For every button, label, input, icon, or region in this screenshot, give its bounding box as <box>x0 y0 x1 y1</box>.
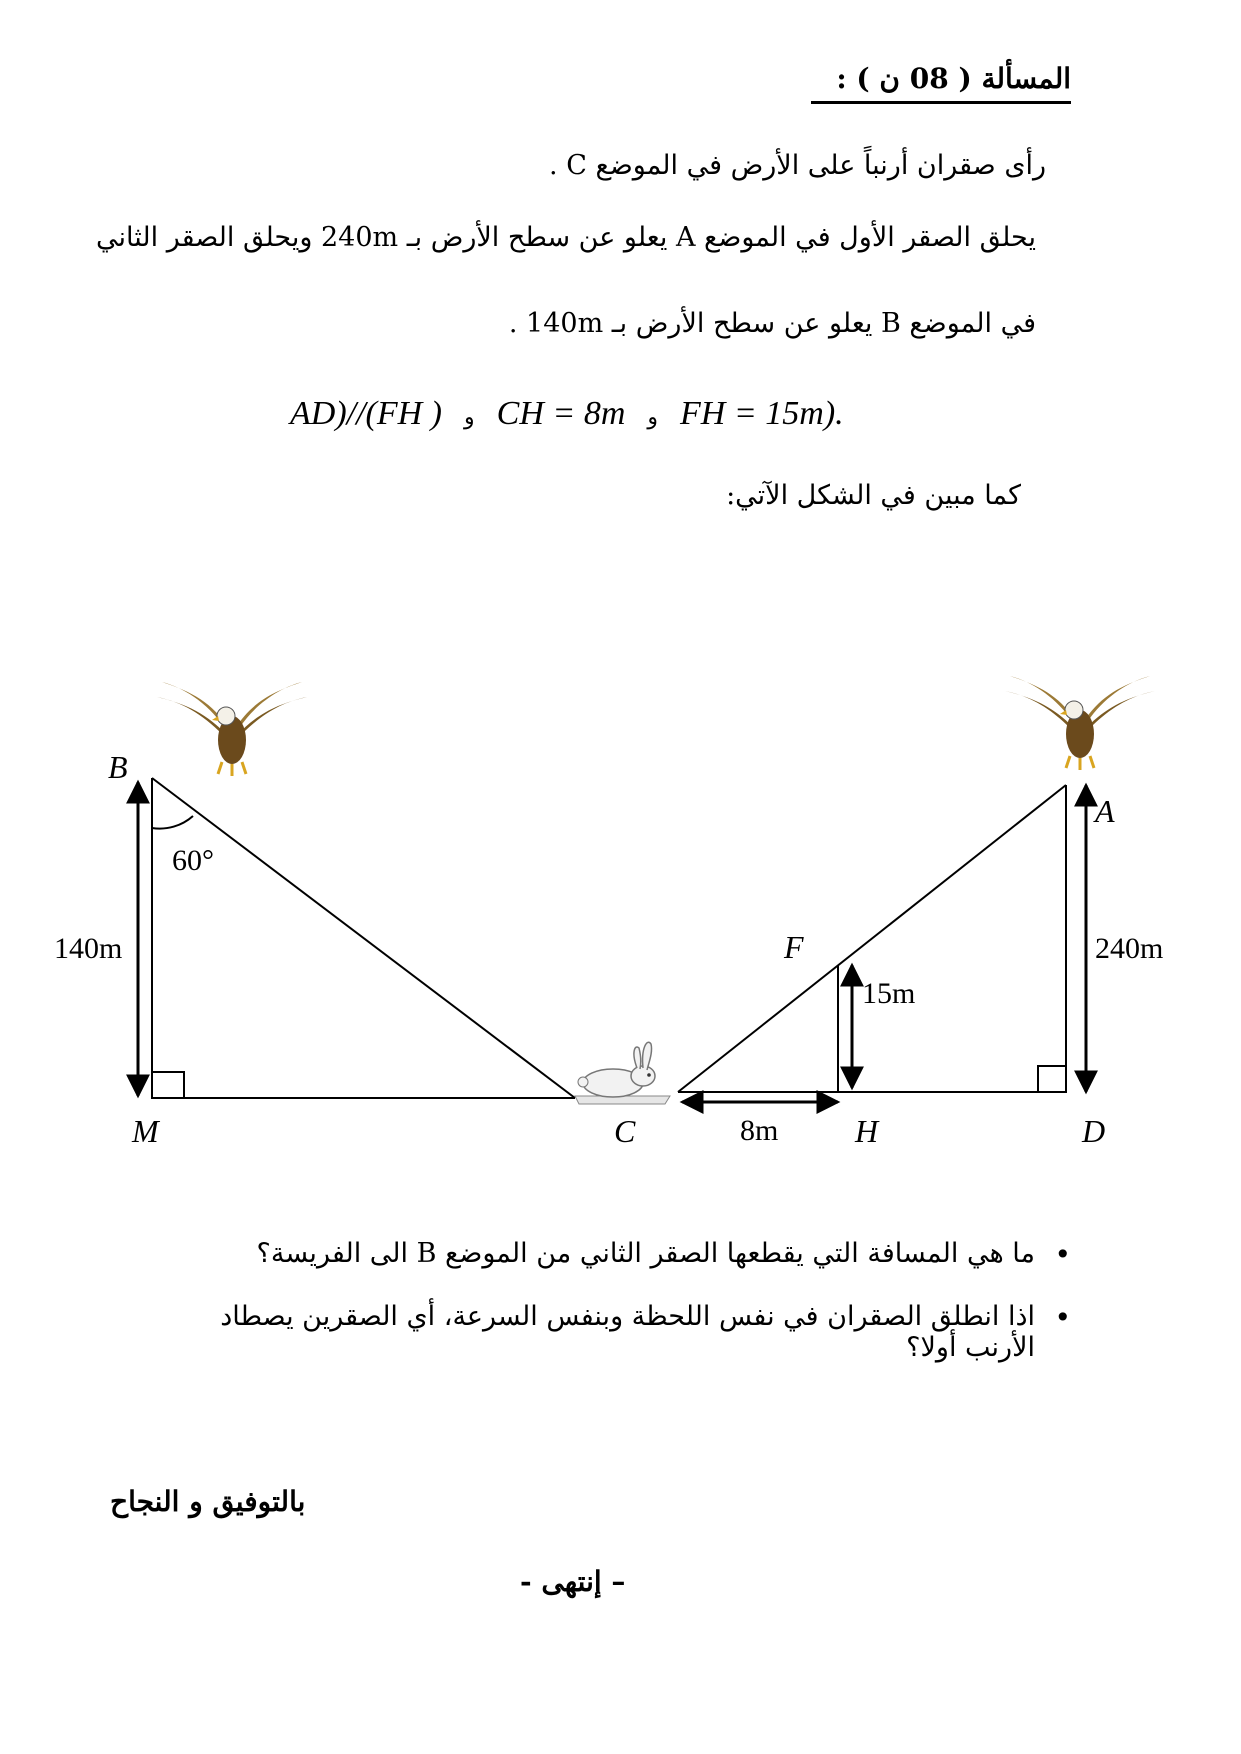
rabbit-icon <box>575 1042 670 1104</box>
label-point-m: M <box>132 1113 159 1149</box>
problem-line-3: في الموضع B يعلو عن سطح الأرض بـ 140m . <box>508 308 1036 339</box>
label-point-d: D <box>1082 1113 1106 1149</box>
right-angle-m <box>152 1072 184 1098</box>
questions-list <box>171 1238 1071 1395</box>
question-1: • ما هي المسافة التي يقطعها الصقر الثاني من الموضع B الى الفريسة؟ <box>171 1238 1071 1269</box>
separator: و <box>464 404 475 429</box>
given-ch: CH = 8m <box>496 395 626 432</box>
given-fh: FH = 15m). <box>680 395 844 432</box>
segment-ca <box>678 785 1066 1092</box>
eagle-icon <box>1005 676 1155 770</box>
label-ch: 8m <box>740 1114 779 1147</box>
label-height-b: 140m <box>54 932 123 965</box>
label-point-h: H <box>855 1113 879 1149</box>
problem-line-5: كما مبين في الشكل الآتي: <box>726 480 1021 511</box>
closing-text: بالتوفيق و النجاح <box>110 1485 306 1518</box>
angle-arc-b <box>152 816 193 829</box>
label-point-f: F <box>784 929 804 965</box>
eagle-icon <box>157 682 307 776</box>
end-text: – إنتهى - <box>520 1565 626 1598</box>
separator: و <box>647 404 658 429</box>
label-point-b: B <box>108 749 128 785</box>
problem-line-2: يحلق الصقر الأول في الموضع A يعلو عن سطح الأرض بـ 240m ويحلق الصقر الثاني <box>95 222 1036 253</box>
problem-heading: المسألة ( 08 ن ) : <box>811 62 1071 104</box>
label-angle-b: 60° <box>172 844 214 877</box>
right-angle-d <box>1038 1066 1066 1092</box>
segment-bc <box>152 778 575 1098</box>
label-height-a: 240m <box>1095 932 1164 965</box>
label-fh: 15m <box>862 977 916 1010</box>
question-2: • اذا انطلق الصقران في نفس اللحظة وبنفس السرعة، أي الصقرين يصطاد الأرنب أولا؟ <box>171 1301 1071 1363</box>
problem-line-1: رأى صقران أرنباً على الأرض في الموضع C . <box>549 150 1046 181</box>
given-parallel: AD)//(FH ) <box>290 395 443 432</box>
label-point-c: C <box>614 1113 636 1149</box>
label-point-a: A <box>1095 793 1115 829</box>
